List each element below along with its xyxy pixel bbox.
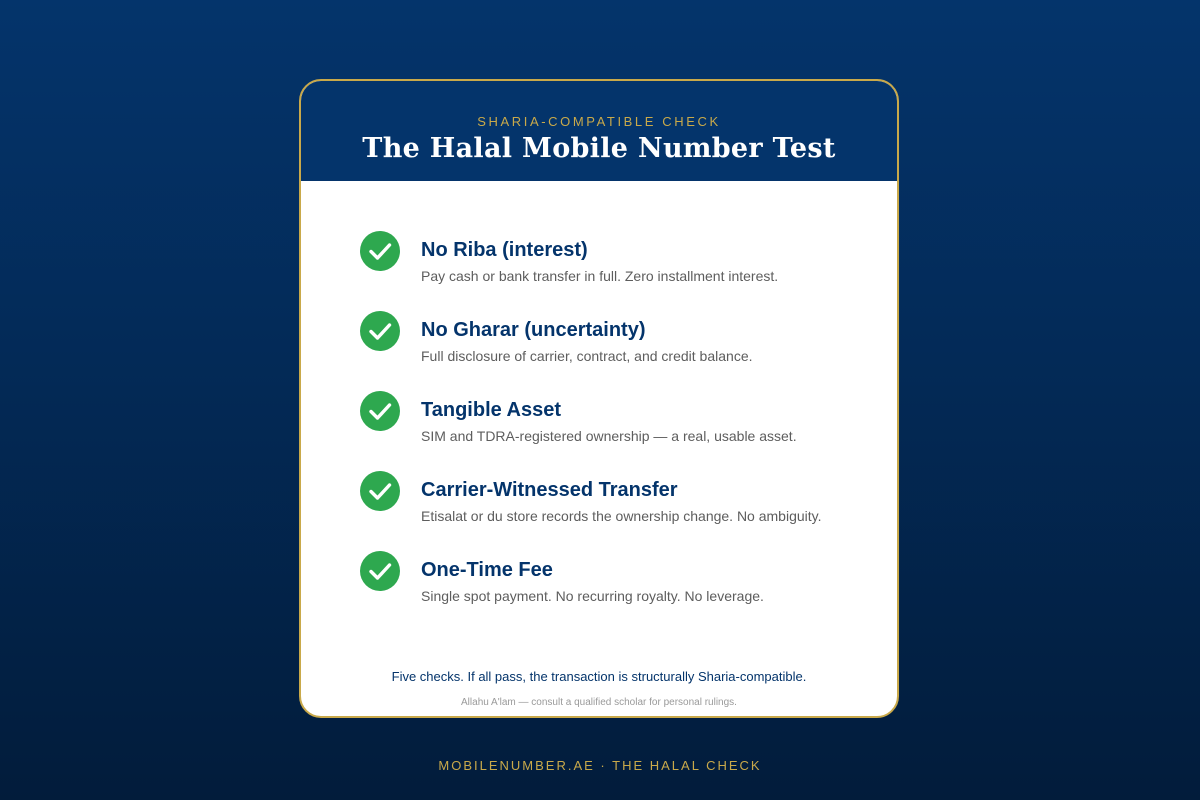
footer-brand: MOBILENUMBER.AE · THE HALAL CHECK: [438, 758, 762, 773]
check-title: No Riba (interest): [421, 239, 588, 261]
disclaimer-text: Allahu A'lam — consult a qualified scholar for personal rulings.: [461, 697, 737, 708]
check-item-one-time-fee: [360, 551, 860, 631]
check-description: Etisalat or du store records the ownership change. No ambiguity.: [421, 508, 822, 524]
check-title: No Gharar (uncertainty): [421, 319, 646, 341]
card-header: [301, 81, 897, 181]
check-circle-icon: [360, 311, 400, 351]
check-description: Single spot payment. No recurring royalty. No leverage.: [421, 588, 764, 604]
check-description: SIM and TDRA-registered ownership — a real, usable asset.: [421, 428, 797, 444]
check-description: Full disclosure of carrier, contract, and credit balance.: [421, 348, 753, 364]
check-circle-icon: [360, 551, 400, 591]
card-eyebrow: SHARIA-COMPATIBLE CHECK: [477, 114, 721, 129]
check-item-carrier-transfer: [360, 471, 860, 551]
check-item-riba: [360, 231, 860, 311]
check-description: Pay cash or bank transfer in full. Zero installment interest.: [421, 268, 779, 284]
checks-list: [360, 231, 860, 631]
check-circle-icon: [360, 391, 400, 431]
check-title: One-Time Fee: [421, 559, 553, 581]
check-item-gharar: [360, 311, 860, 391]
halal-test-card: [299, 79, 899, 718]
card-title: The Halal Mobile Number Test: [362, 133, 836, 164]
summary-text: Five checks. If all pass, the transaction is structurally Sharia-compatible.: [391, 669, 807, 684]
check-title: Tangible Asset: [421, 399, 562, 421]
check-title: Carrier-Witnessed Transfer: [421, 479, 678, 501]
check-item-tangible-asset: [360, 391, 860, 471]
check-circle-icon: [360, 231, 400, 271]
check-circle-icon: [360, 471, 400, 511]
